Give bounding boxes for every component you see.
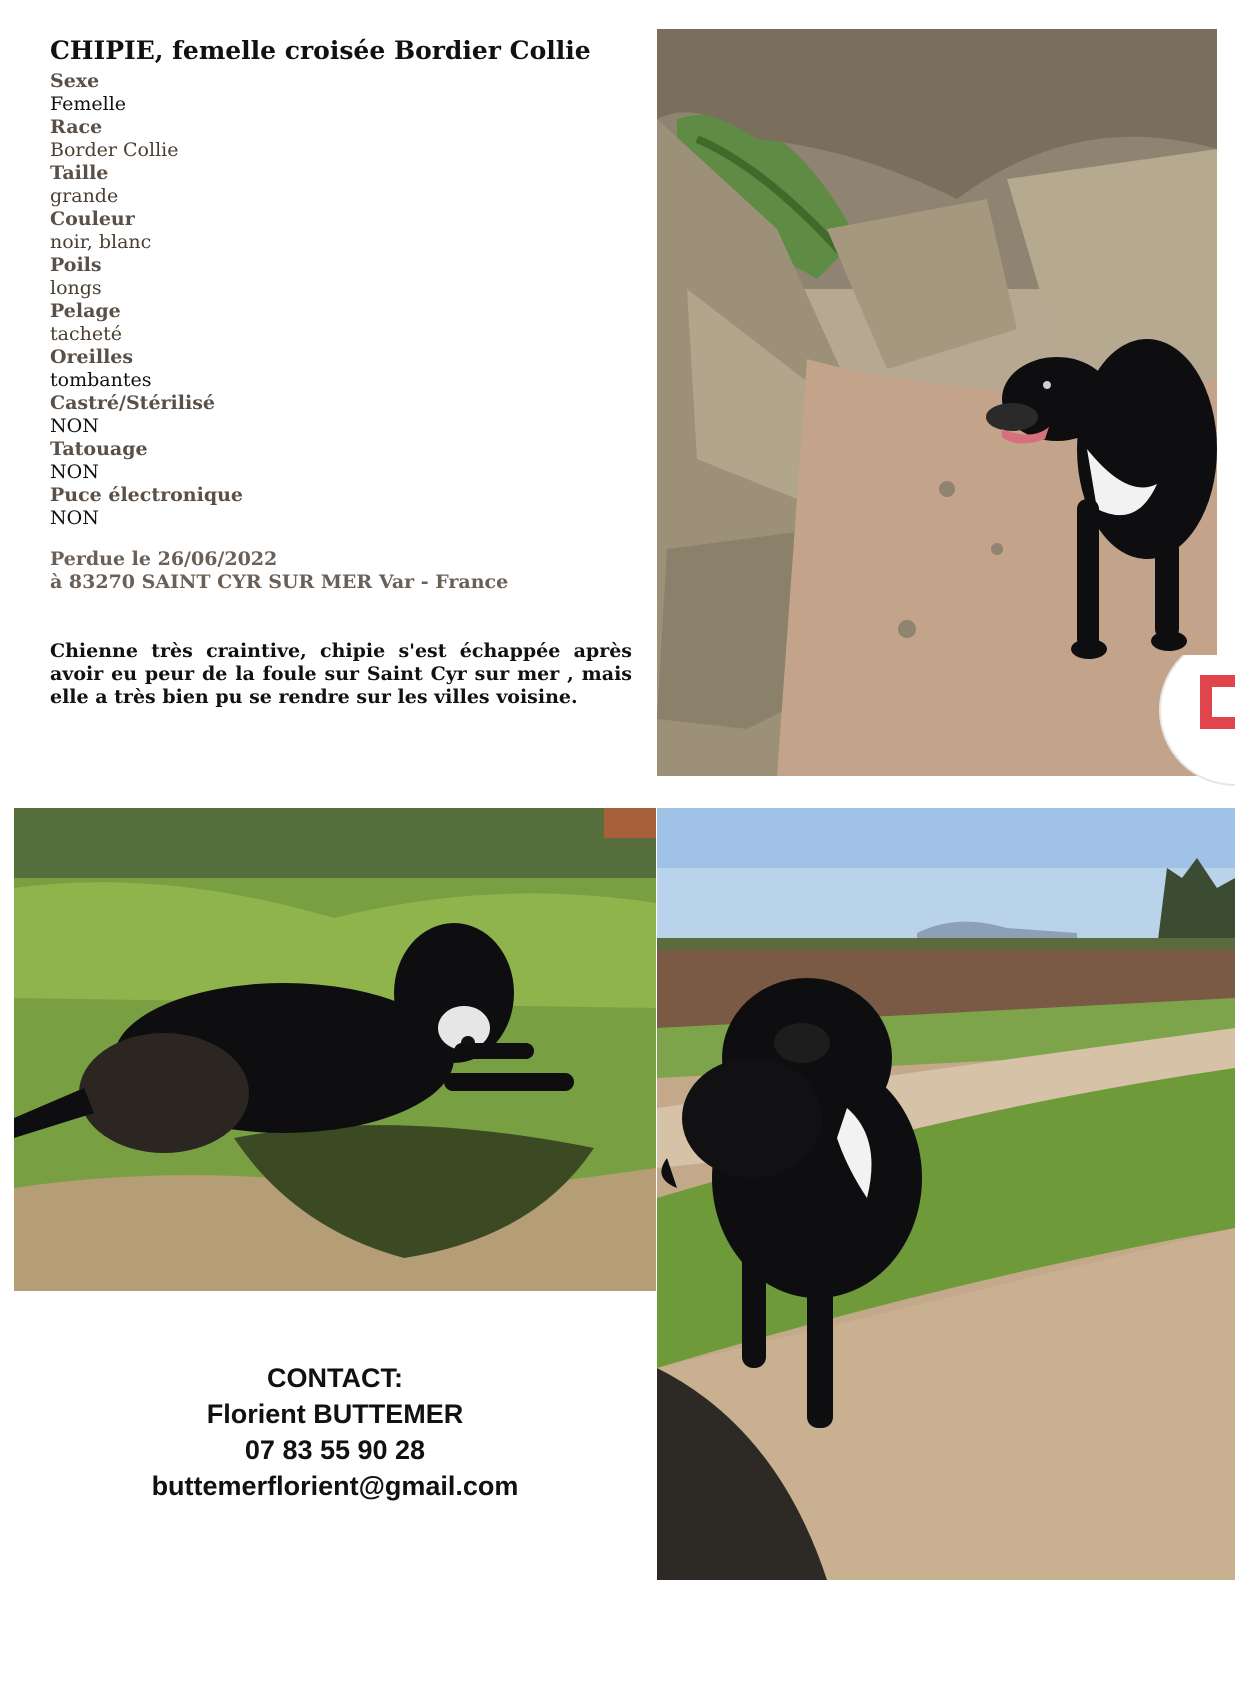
contact-heading: CONTACT:: [267, 1363, 403, 1393]
contact-email: buttemerflorient@gmail.com: [151, 1471, 519, 1501]
field-label: Oreilles: [50, 346, 134, 368]
photo-dog-field: [657, 808, 1235, 1580]
page-title: CHIPIE, femelle croisée Bordier Collie: [50, 36, 591, 65]
field-label: Pelage: [50, 300, 121, 322]
photo-dog-grass: [14, 808, 656, 1291]
field-value: longs: [50, 277, 102, 299]
field-label: Tatouage: [50, 438, 148, 460]
contact-phone: 07 83 55 90 28: [244, 1435, 426, 1465]
field-label: Race: [50, 116, 103, 138]
contact-name: Florient BUTTEMER: [206, 1399, 464, 1429]
field-value: tombantes: [50, 369, 152, 391]
field-label: Couleur: [50, 208, 135, 230]
field-label: Poils: [50, 254, 102, 276]
field-label: Puce électronique: [50, 484, 244, 506]
field-value: Border Collie: [50, 139, 179, 161]
field-value: tacheté: [50, 323, 122, 345]
photo-dog-cave: [657, 29, 1217, 776]
field-value: NON: [50, 461, 99, 483]
lost-place: à 83270 SAINT CYR SUR MER Var - France: [50, 571, 509, 593]
field-label: Taille: [50, 162, 109, 184]
lost-date: Perdue le 26/06/2022: [50, 548, 278, 570]
field-value: grande: [50, 185, 119, 207]
description: Chienne très craintive, chipie s'est échappée après avoir eu peur de la foule sur Saint Cyr sur mer , mais elle a très bien pu se rendre sur les villes voisine.: [50, 640, 632, 708]
field-label: Castré/Stérilisé: [50, 392, 215, 414]
field-value: NON: [50, 415, 99, 437]
contact-block: [100, 1360, 570, 1504]
field-value: NON: [50, 507, 99, 529]
field-value: noir, blanc: [50, 231, 152, 253]
dog-info: [50, 36, 650, 530]
field-label: Sexe: [50, 70, 100, 92]
corner-logo: [1150, 655, 1235, 805]
lost-info: [50, 548, 508, 594]
field-value: Femelle: [50, 93, 127, 115]
info-fields: [50, 70, 650, 530]
